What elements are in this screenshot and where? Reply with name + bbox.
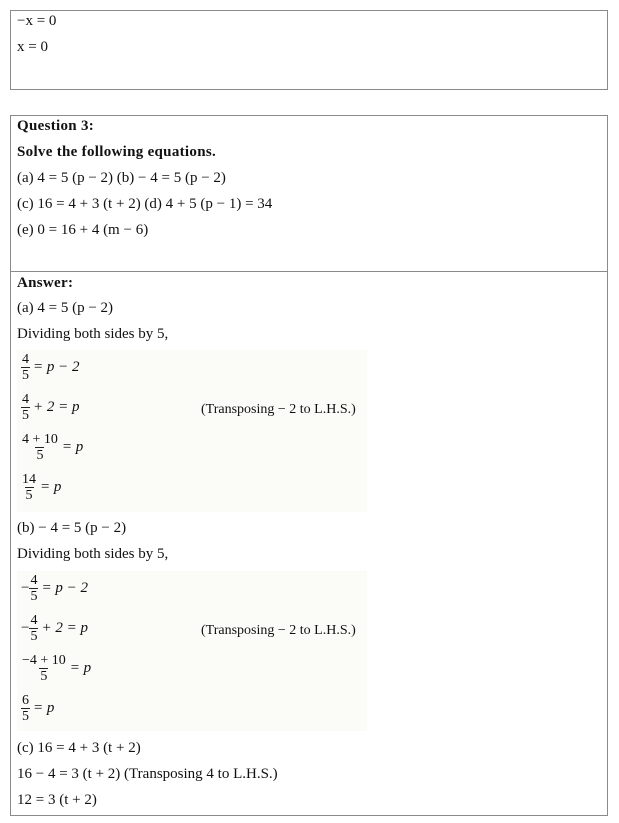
part-c-line-2: 16 − 4 = 3 (t + 2) (Transposing 4 to L.H.S.) xyxy=(17,766,278,782)
fraction: $\frac{4}{5}$ xyxy=(30,613,38,644)
question-line-2: (c) 16 = 4 + 3 (t + 2) (d) 4 + 5 (p − 1) = 34 xyxy=(17,196,273,212)
fraction: $\frac{6}{5}$ xyxy=(22,693,29,724)
part-a-math-row-4: $\frac{14}{5}$ = p xyxy=(22,472,62,503)
part-c-line-3: 12 = 3 (t + 2) xyxy=(17,792,97,808)
part-a-math-row-2: $\frac{4}{5}$ + 2 = p xyxy=(22,392,80,423)
prev-line-1: −x = 0 xyxy=(17,13,57,29)
prev-line-2: x = 0 xyxy=(17,39,48,55)
fraction: $\frac{14}{5}$ xyxy=(22,472,36,503)
part-a-heading: (a) 4 = 5 (p − 2) xyxy=(17,300,114,316)
fraction: $\frac{4 + 10}{5}$ xyxy=(22,432,58,463)
question-line-1: (a) 4 = 5 (p − 2) (b) − 4 = 5 (p − 2) xyxy=(17,170,226,186)
part-b-transpose-note: (Transposing − 2 to L.H.S.) xyxy=(201,623,356,638)
part-b-math-row-2: − $\frac{4}{5}$ + 2 = p xyxy=(21,613,88,644)
part-a-transpose-note: (Transposing − 2 to L.H.S.) xyxy=(201,402,356,417)
part-b-heading: (b) − 4 = 5 (p − 2) xyxy=(17,520,127,536)
question-answer-divider xyxy=(11,271,607,272)
fraction: $\frac{4}{5}$ xyxy=(22,352,29,383)
part-b-math-row-1: − $\frac{4}{5}$ = p − 2 xyxy=(21,573,88,604)
fraction: $\frac{4}{5}$ xyxy=(30,573,38,604)
question-instruction: Solve the following equations. xyxy=(17,144,217,160)
part-b-step: Dividing both sides by 5, xyxy=(17,546,169,562)
question-line-3: (e) 0 = 16 + 4 (m − 6) xyxy=(17,222,149,238)
part-a-math-row-1: $\frac{4}{5}$ = p − 2 xyxy=(22,352,80,383)
fraction: $\frac{4}{5}$ xyxy=(22,392,29,423)
question-title: Question 3: xyxy=(17,118,95,134)
part-a-step: Dividing both sides by 5, xyxy=(17,326,169,342)
answer-title: Answer: xyxy=(17,275,74,291)
question-3-box xyxy=(10,115,608,816)
part-b-math-row-4: $\frac{6}{5}$ = p xyxy=(22,693,55,724)
previous-answer-box xyxy=(10,10,608,90)
part-c-line-1: (c) 16 = 4 + 3 (t + 2) xyxy=(17,740,141,756)
part-a-math-row-3: $\frac{4 + 10}{5}$ = p xyxy=(22,432,84,463)
fraction: $\frac{-4 + 10}{5}$ xyxy=(22,653,66,684)
part-b-math-image xyxy=(17,571,367,731)
part-a-math-image xyxy=(17,350,367,512)
part-b-math-row-3: $\frac{-4 + 10}{5}$ = p xyxy=(22,653,92,684)
